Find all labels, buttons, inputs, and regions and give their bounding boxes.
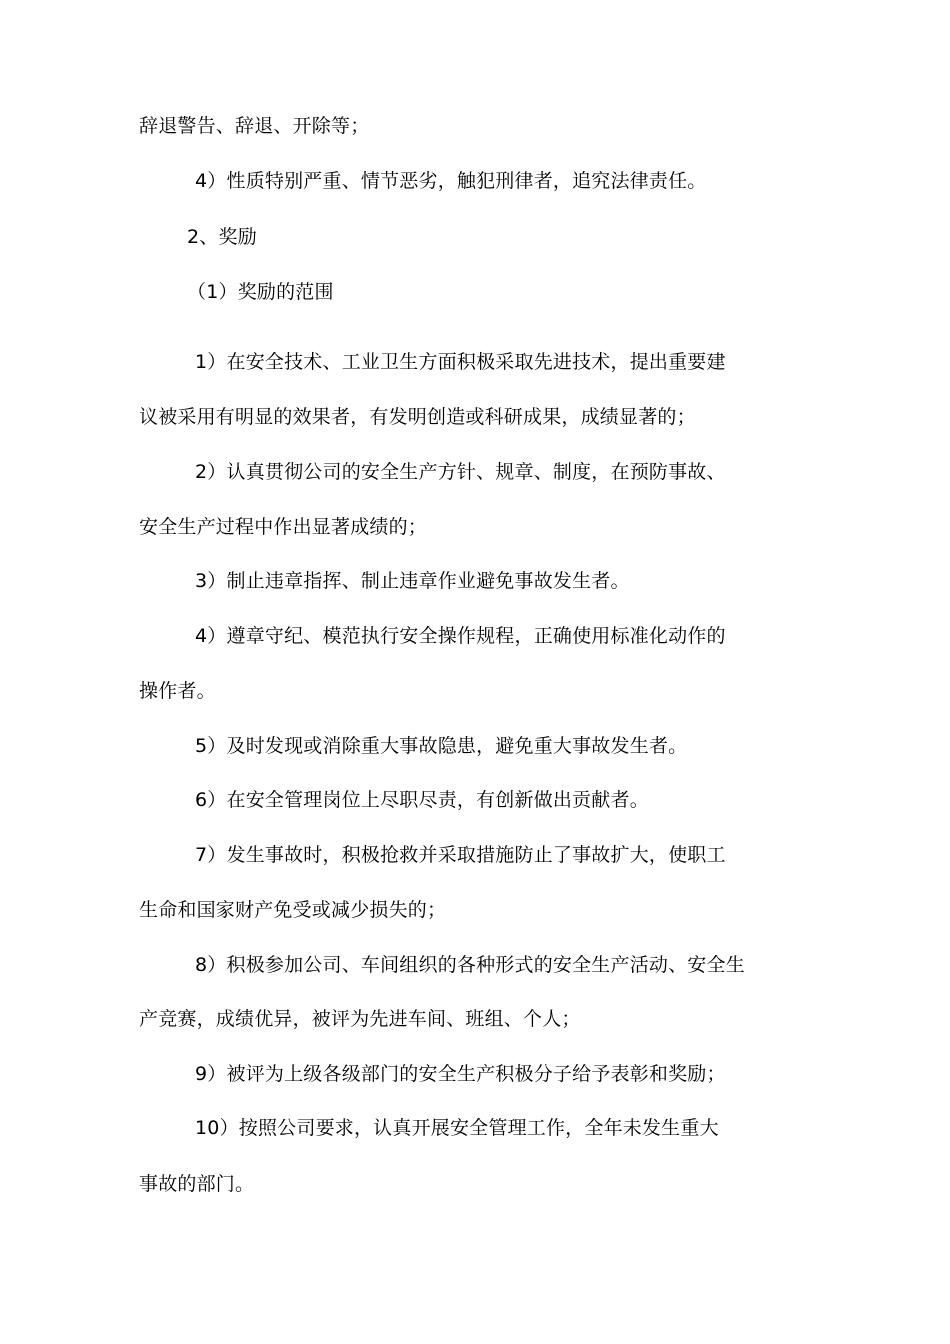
- subsection-heading: （1）奖励的范围: [187, 281, 334, 303]
- text-line: 2）认真贯彻公司的安全生产方针、规章、制度，在预防事故、: [195, 461, 726, 483]
- text-line: 3）制止违章指挥、制止违章作业避免事故发生者。: [195, 570, 630, 592]
- text-line: 产竞赛，成绩优异，被评为先进车间、班组、个人；: [139, 1008, 581, 1030]
- text-line: 6）在安全管理岗位上尽职尽责，有创新做出贡献者。: [195, 789, 649, 811]
- text-line: 1）在安全技术、工业卫生方面积极采取先进技术，提出重要建: [195, 351, 726, 373]
- section-heading: 2、奖励: [187, 226, 257, 248]
- text-line: 8）积极参加公司、车间组织的各种形式的安全生产活动、安全生: [195, 954, 745, 976]
- text-line: 操作者。: [139, 680, 216, 702]
- text-line: 7）发生事故时，积极抢救并采取措施防止了事故扩大，使职工: [195, 844, 726, 866]
- text-line: 9）被评为上级各级部门的安全生产积极分子给予表彰和奖励；: [195, 1063, 726, 1085]
- text-line: 议被采用有明显的效果者，有发明创造或科研成果，成绩显著的；: [139, 406, 696, 428]
- text-line: 生命和国家财产免受或减少损失的；: [139, 899, 447, 921]
- text-line: 事故的部门。: [139, 1173, 255, 1195]
- text-line: 4）性质特别严重、情节恶劣，触犯刑律者，追究法律责任。: [195, 170, 707, 192]
- text-line: 10）按照公司要求，认真开展安全管理工作，全年未发生重大: [195, 1117, 719, 1139]
- text-line: 辞退警告、辞退、开除等；: [139, 115, 370, 137]
- text-line: 4）遵章守纪、模范执行安全操作规程，正确使用标准化动作的: [195, 625, 726, 647]
- text-line: 安全生产过程中作出显著成绩的；: [139, 516, 428, 538]
- text-line: 5）及时发现或消除重大事故隐患，避免重大事故发生者。: [195, 735, 688, 757]
